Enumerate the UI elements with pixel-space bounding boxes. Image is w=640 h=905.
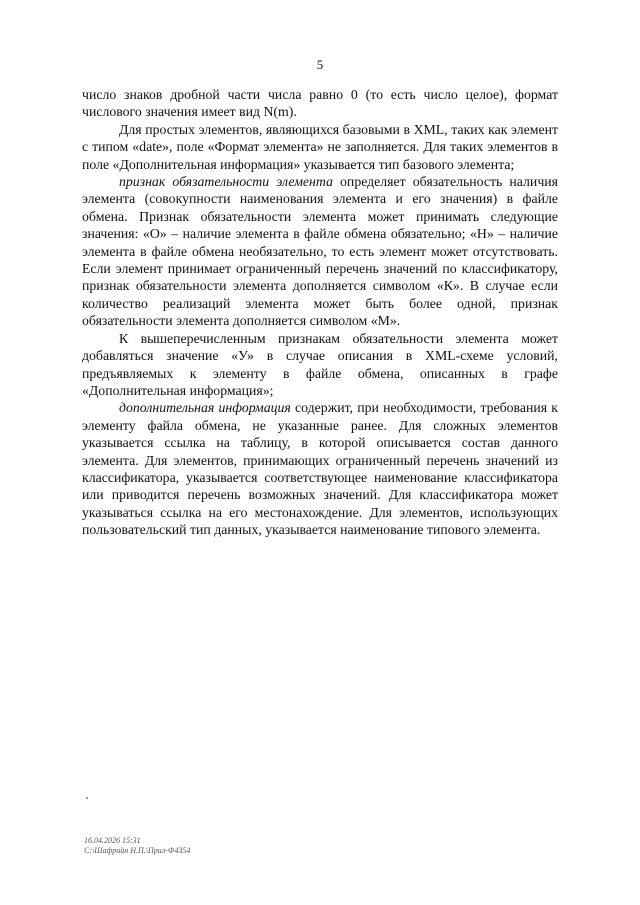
footer-timestamp: 16.04.2026 15:31 [84, 836, 141, 845]
document-footer [84, 836, 190, 856]
scan-speck [86, 797, 88, 799]
term-obligatory-attribute: признак обязательности элемента [119, 174, 333, 190]
paragraph-additional-info [82, 399, 558, 538]
paragraph-obligatory-attribute-text: определяет обязательность наличия элемента (совокупности наименования элемента и его значения) в файле обмена. Признак обязательности элемента может принимать следующие значения: «О» – наличие элемента в файле обмена обязательно; «Н» – наличие элемента в файле обмена необязательно, то есть элемент может отсутствовать. Если элемент принимает ограниченный перечень значений по классификатору, признак обязательности элемента дополняется символом «К». В случае если количество реализаций элемента может быть более одной, признак обязательности элемента дополняется символом «М». [82, 174, 558, 329]
footer-file-path: C:\Шафрийн Н.П.\Прил-Ф4354 [84, 846, 191, 855]
paragraph-additional-info-text: содержит, при необходимости, требования к элементу файла обмена, не указанные ранее. Для сложных элементов указывается ссылка на таблицу, в которой описывается состав данного элемента. Для элементов, принимающих ограниченный перечень значений из классификатора, указывается соответствующее наименование классификатора или приводится перечень возможных значений. Для классификатора может указываться ссылка на его местонахождение. Для элементов, использующих пользовательский тип данных, указывается наименование типового элемента. [82, 400, 558, 538]
paragraph-number-format: число знаков дробной части числа равно 0 (то есть число целое), формат числового значения имеет вид N(m). [82, 87, 558, 120]
term-additional-info: дополнительная информация [119, 400, 291, 416]
paragraph-condition-value: К вышеперечисленным признакам обязательности элемента может добавляться значение «У» в случае описания в XML-схеме условий, предъявляемых к элементу в файле обмена, описанных в графе «Дополнительная информация»; [82, 330, 558, 398]
page-number: 5 [316, 57, 324, 72]
paragraph-obligatory-attribute [82, 173, 558, 330]
document-body [82, 86, 558, 539]
paragraph-simple-elements: Для простых элементов, являющихся базовыми в XML, таких как элемент с типом «date», поле «Формат элемента» не заполняется. Для таких элементов в поле «Дополнительная информация» указывается тип базового элемента; [82, 121, 558, 172]
